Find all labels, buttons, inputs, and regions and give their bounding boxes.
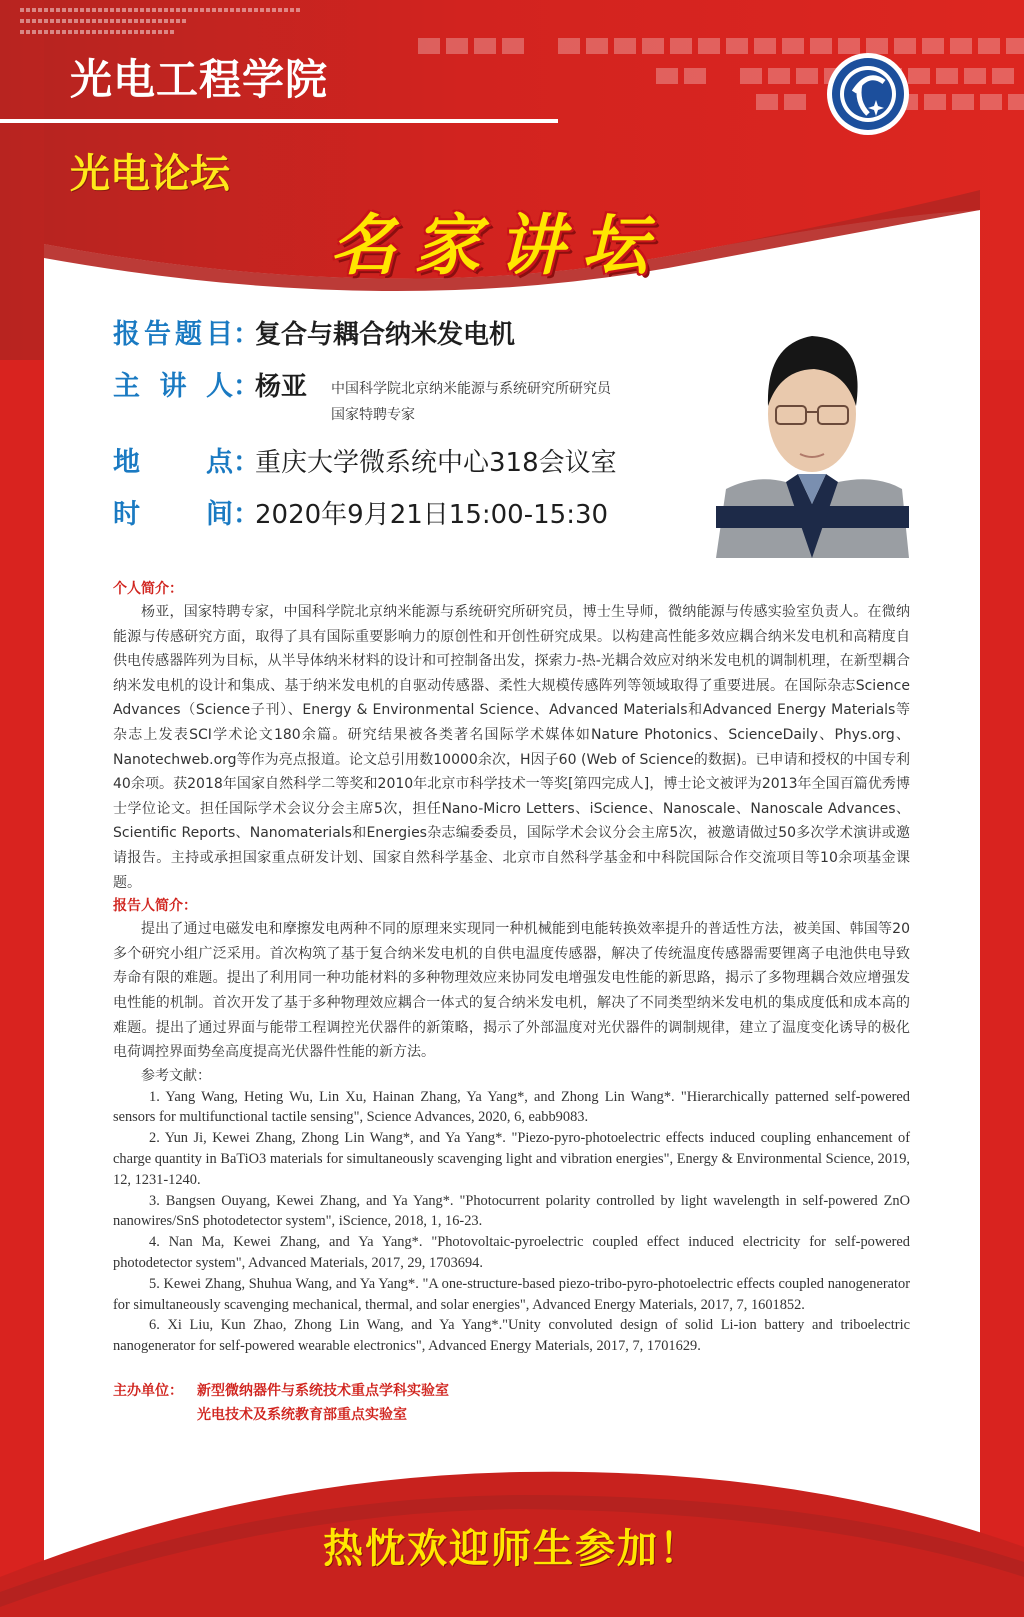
label-char: 目 [206, 319, 233, 350]
label-char: 点 [206, 447, 233, 478]
talk-title-value: 复合与耦合纳米发电机 [255, 320, 516, 350]
venue-label [113, 446, 233, 480]
organizer-unit: 光电技术及系统教育部重点实验室 [197, 1407, 407, 1424]
decorative-pattern [20, 8, 300, 41]
college-logo-icon [826, 52, 910, 136]
college-name: 光电工程学院 [70, 55, 329, 104]
welcome-message: 热忱欢迎师生参加！ [323, 1526, 701, 1573]
references-heading: 参考文献： [141, 1067, 211, 1084]
series-title: 名家讲坛 [330, 206, 666, 284]
label-char: 时 [113, 499, 140, 530]
talk-title-row [113, 318, 673, 352]
speaker-row [113, 370, 673, 428]
decorative-squares [418, 38, 1024, 54]
colon: ： [233, 371, 260, 402]
label-char: 讲 [159, 371, 187, 402]
talk-info-area [113, 318, 910, 568]
talk-info-list [113, 318, 673, 532]
colon: ： [233, 319, 260, 350]
label-char: 人 [206, 371, 233, 402]
time-value: 2020年9月21日15:00-15:30 [255, 500, 609, 530]
label-char: 间 [206, 499, 233, 530]
footer-band [0, 1467, 1024, 1617]
abstract-text: 提出了通过电磁发电和摩擦发电两种不同的原理来实现同一种机械能到电能转换效率提升的普适性方法，被美国、韩国等20多个研究小组广泛采用。首次构筑了基于复合纳米发电机的自供电温度传感器，解决了传统温度传感器需要锂离子电池供电导致寿命有限的难题。提出了利用同一种功能材料的多种物理效应来协同发电增强发电性能的新思路，揭示了多物理耦合效应增强发电性能的机制。首次开发了基于多种物理效应耦合一体式的复合纳米发电机，解决了不同类型纳米发电机的集成度低和成本高的难题。提出了通过界面与能带工程调控光伏器件的新策略，揭示了外部温度对光伏器件的调制规律，建立了温度变化诱导的极化电荷调控界面势垒高度提高光伏器件性能的新方法。 [113, 921, 910, 1061]
time-row [113, 498, 673, 532]
reference-item: 3. Bangsen Ouyang, Kewei Zhang, and Ya Yang*. "Photocurrent polarity controlled by light wavelength in self-powered ZnO nanowires/SnS photodetector system", iScience, 2018, 1, 16-23. [113, 1192, 910, 1230]
speaker-name: 杨亚 [255, 372, 308, 402]
talk-title-label [113, 318, 233, 352]
title-divider [0, 119, 558, 123]
reference-item: 5. Kewei Zhang, Shuhua Wang, and Ya Yang*. "A one-structure-based piezo-tribo-pyro-photoelectric effects coupled nanogenerator for simultaneously scavenging mechanical, thermal, and solar energies", Advanced Energy Materials, 2017, 7, 1601852. [113, 1275, 910, 1313]
label-char: 地 [113, 447, 140, 478]
time-label [113, 498, 233, 532]
bio-heading: 个人简介： [113, 581, 183, 597]
speaker-titles [331, 370, 611, 428]
venue-row [113, 446, 673, 480]
organizer-unit: 新型微纳器件与系统技术重点学科实验室 [197, 1383, 449, 1400]
reference-item: 1. Yang Wang, Heting Wu, Lin Xu, Hainan Zhang, Ya Yang*, and Zhong Lin Wang*. "Hierarchically patterned self-powered sensors for multifunctional tactile sensing", Science Advances, 2020, 6, eabb9083. [113, 1088, 910, 1126]
organizer-label: 主办单位： [113, 1383, 183, 1400]
speaker-title-1: 中国科学院北京纳米能源与系统研究所研究员 [331, 381, 612, 397]
bio-section [113, 578, 910, 1427]
reference-item: 6. Xi Liu, Kun Zhao, Zhong Lin Wang, and Ya Yang*."Unity convoluted design of solid Li-ion battery and triboelectric nanogenerator for self-powered wearable electronics", Advanced Energy Materials, 2017, 7, 1701629. [113, 1317, 910, 1355]
label-char: 题 [175, 319, 202, 350]
forum-name: 光电论坛 [70, 150, 230, 197]
speaker-title-2: 国家特聘专家 [331, 407, 416, 423]
venue-value: 重庆大学微系统中心318会议室 [255, 448, 617, 478]
bio-text: 杨亚，国家特聘专家，中国科学院北京纳米能源与系统研究所研究员，博士生导师，微纳能源与传感实验室负责人。在微纳能源与传感研究方面，取得了具有国际重要影响力的原创性和开创性研究成果。以构建高性能多效应耦合纳米发电机和高精度自供电传感器阵列为目标，从半导体纳米材料的设计和可控制备出发，探索力-热-光耦合效应对纳米发电机的调制机理，在新型耦合纳米发电机的设计和集成、基于纳米发电机的自驱动传感器、柔性大规模传感阵列等领域取得了重要进展。在国际杂志Science Advances（Science子刊）、Energy & Environmental Science、Advanced Materials和Advanced Energy Materials等杂志上发表SCI学术论文180余篇。研究结果被各类著名国际学术媒体如Nature Photonics、ScienceDaily、Phys.org、Nanotechweb.org等作为亮点报道。论文总引用数10000余次，H因子60 (Web of Science的数据)。已申请和授权的中国专利40余项。获2018年国家自然科学二等奖和2010年北京市科学技术一等奖[第四完成人]，博士论文被评为2013年全国百篇优秀博士学位论文。担任国际学术会议分会主席5次，担任Nano-Micro Letters、iScience、Nanoscale、Nanoscale Advances、Scientific Reports、Nanomaterials和Energies杂志编委委员，国际学术会议分会主席5次，被邀请做过50多次学术演讲或邀请报告。主持或承担国家重点研发计划、国家自然科学基金、北京市自然科学基金和中科院国际合作交流项目等10余项基金课题。 [113, 604, 910, 891]
organizer-block [113, 1379, 910, 1427]
speaker-photo [716, 314, 909, 558]
label-char: 报 [113, 319, 140, 350]
colon: ： [233, 499, 260, 530]
reference-item: 4. Nan Ma, Kewei Zhang, and Ya Yang*. "Photovoltaic-pyroelectric coupled effect induced electricity for self-powered photodetector system", Advanced Materials, 2017, 29, 1703694. [113, 1234, 910, 1272]
label-char: 告 [144, 319, 171, 350]
reference-item: 2. Yun Ji, Kewei Zhang, Zhong Lin Wang*, and Ya Yang*. "Piezo-pyro-photoelectric effects induced coupling enhancement of charge quantity in BaTiO3 materials for simultaneously scavenging light and vibration energies", Energy & Environmental Science, 2019, 12, 1231-1240. [113, 1130, 910, 1188]
label-char: 主 [113, 371, 140, 402]
colon: ： [233, 447, 260, 478]
abstract-heading: 报告人简介： [113, 898, 197, 915]
speaker-label [113, 370, 233, 404]
